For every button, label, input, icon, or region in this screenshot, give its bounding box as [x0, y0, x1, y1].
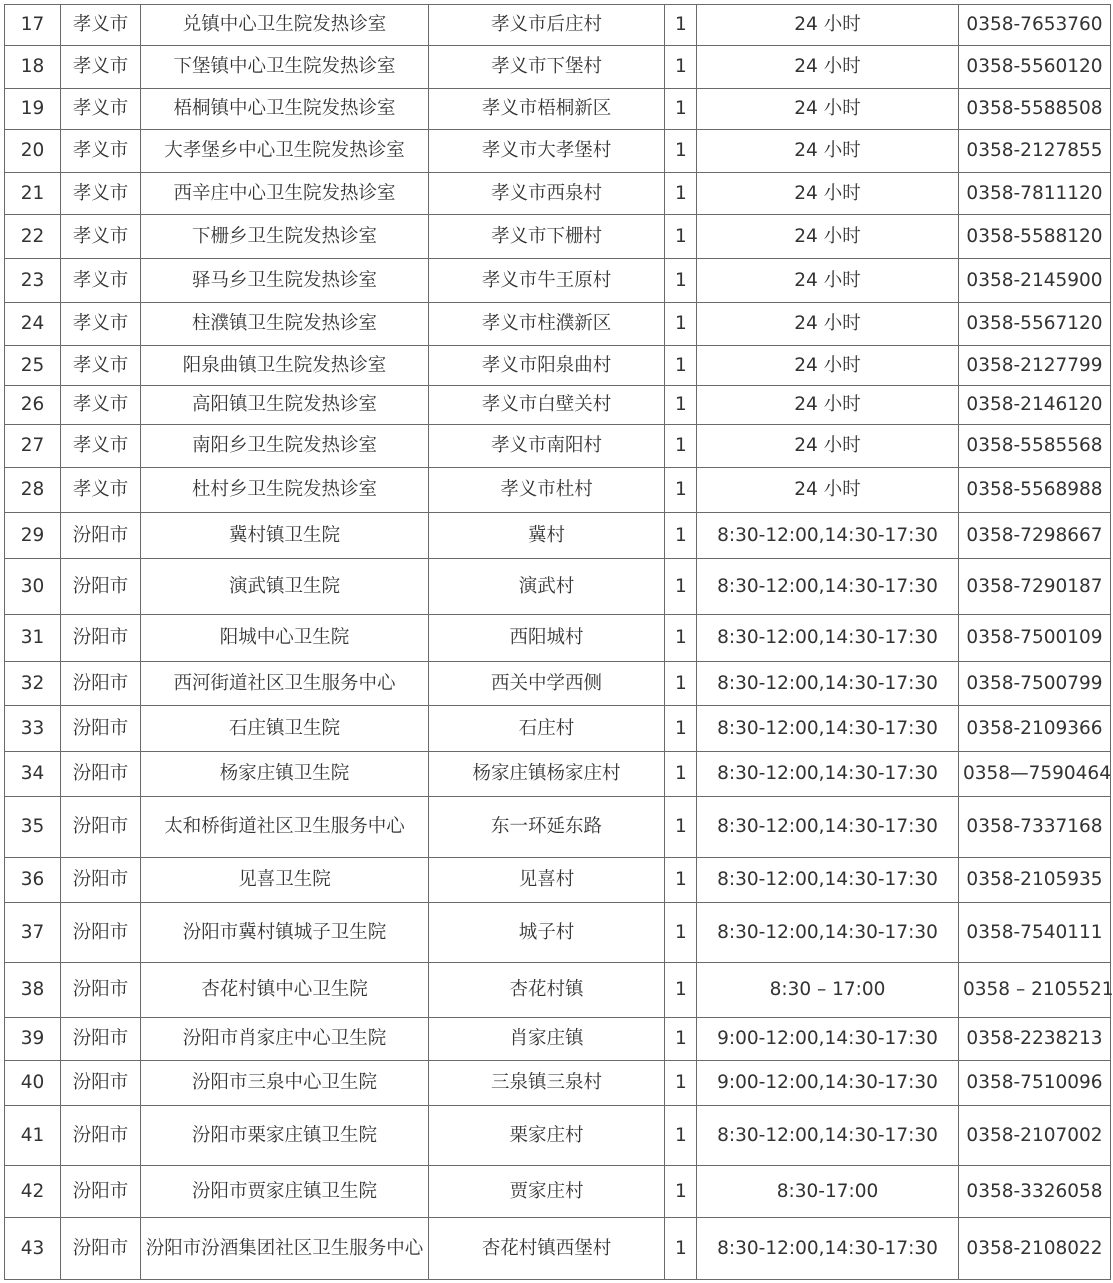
cell-city: 孝义市 — [61, 173, 141, 215]
cell-no: 28 — [5, 468, 61, 513]
cell-count: 1 — [665, 513, 697, 559]
cell-city: 孝义市 — [61, 386, 141, 425]
cell-address: 见喜村 — [429, 858, 665, 903]
cell-no: 32 — [5, 662, 61, 706]
cell-city: 汾阳市 — [61, 662, 141, 706]
cell-count: 1 — [665, 303, 697, 346]
cell-hours: 8:30-12:00,14:30-17:30 — [697, 797, 959, 858]
cell-phone: 0358-7500799 — [959, 662, 1111, 706]
cell-phone: 0358—7590464 — [959, 752, 1111, 797]
cell-no: 41 — [5, 1106, 61, 1166]
cell-city: 汾阳市 — [61, 1018, 141, 1061]
cell-name: 汾阳市冀村镇城子卫生院 — [141, 903, 429, 963]
cell-name: 见喜卫生院 — [141, 858, 429, 903]
cell-phone: 0358 – 2105521 — [959, 963, 1111, 1018]
table-row — [5, 5, 1111, 46]
cell-city: 汾阳市 — [61, 752, 141, 797]
cell-count: 1 — [665, 259, 697, 303]
cell-city: 汾阳市 — [61, 858, 141, 903]
cell-count: 1 — [665, 797, 697, 858]
table-row — [5, 89, 1111, 130]
cell-name: 梧桐镇中心卫生院发热诊室 — [141, 89, 429, 130]
cell-hours: 24 小时 — [697, 89, 959, 130]
table-row — [5, 1061, 1111, 1106]
cell-address: 孝义市杜村 — [429, 468, 665, 513]
cell-name: 杜村乡卫生院发热诊室 — [141, 468, 429, 513]
cell-phone: 0358-7500109 — [959, 615, 1111, 662]
cell-name: 汾阳市汾酒集团社区卫生服务中心 — [141, 1218, 429, 1280]
cell-address: 杏花村镇西堡村 — [429, 1218, 665, 1280]
clinic-table-body — [5, 5, 1111, 1280]
table-row — [5, 1106, 1111, 1166]
cell-no: 23 — [5, 259, 61, 303]
cell-address: 杏花村镇 — [429, 963, 665, 1018]
cell-no: 33 — [5, 706, 61, 752]
table-row — [5, 903, 1111, 963]
cell-city: 孝义市 — [61, 5, 141, 46]
cell-phone: 0358-5560120 — [959, 46, 1111, 89]
cell-phone: 0358-7811120 — [959, 173, 1111, 215]
cell-count: 1 — [665, 1218, 697, 1280]
cell-address: 西阳城村 — [429, 615, 665, 662]
cell-hours: 8:30-12:00,14:30-17:30 — [697, 615, 959, 662]
cell-hours: 24 小时 — [697, 5, 959, 46]
cell-phone: 0358-5568988 — [959, 468, 1111, 513]
cell-hours: 24 小时 — [697, 303, 959, 346]
cell-hours: 24 小时 — [697, 130, 959, 173]
cell-address: 栗家庄村 — [429, 1106, 665, 1166]
table-row — [5, 173, 1111, 215]
cell-address: 肖家庄镇 — [429, 1018, 665, 1061]
cell-count: 1 — [665, 1018, 697, 1061]
cell-phone: 0358-2105935 — [959, 858, 1111, 903]
cell-hours: 8:30-12:00,14:30-17:30 — [697, 559, 959, 615]
cell-name: 汾阳市三泉中心卫生院 — [141, 1061, 429, 1106]
table-row — [5, 752, 1111, 797]
cell-address: 三泉镇三泉村 — [429, 1061, 665, 1106]
cell-name: 西辛庄中心卫生院发热诊室 — [141, 173, 429, 215]
cell-city: 汾阳市 — [61, 797, 141, 858]
cell-city: 汾阳市 — [61, 513, 141, 559]
cell-city: 汾阳市 — [61, 1061, 141, 1106]
cell-no: 31 — [5, 615, 61, 662]
cell-no: 24 — [5, 303, 61, 346]
cell-address: 杨家庄镇杨家庄村 — [429, 752, 665, 797]
cell-city: 孝义市 — [61, 303, 141, 346]
cell-name: 冀村镇卫生院 — [141, 513, 429, 559]
table-row — [5, 559, 1111, 615]
cell-hours: 24 小时 — [697, 468, 959, 513]
cell-address: 城子村 — [429, 903, 665, 963]
cell-count: 1 — [665, 215, 697, 259]
cell-hours: 8:30-12:00,14:30-17:30 — [697, 706, 959, 752]
cell-count: 1 — [665, 46, 697, 89]
cell-city: 孝义市 — [61, 346, 141, 386]
cell-name: 杏花村镇中心卫生院 — [141, 963, 429, 1018]
cell-city: 孝义市 — [61, 425, 141, 468]
cell-name: 南阳乡卫生院发热诊室 — [141, 425, 429, 468]
cell-count: 1 — [665, 89, 697, 130]
cell-phone: 0358-2127799 — [959, 346, 1111, 386]
cell-hours: 8:30-17:00 — [697, 1166, 959, 1218]
cell-address: 石庄村 — [429, 706, 665, 752]
table-row — [5, 858, 1111, 903]
cell-no: 36 — [5, 858, 61, 903]
cell-address: 孝义市白壁关村 — [429, 386, 665, 425]
cell-count: 1 — [665, 615, 697, 662]
cell-phone: 0358-7290187 — [959, 559, 1111, 615]
cell-count: 1 — [665, 173, 697, 215]
table-row — [5, 259, 1111, 303]
cell-name: 下栅乡卫生院发热诊室 — [141, 215, 429, 259]
cell-hours: 8:30-12:00,14:30-17:30 — [697, 858, 959, 903]
cell-count: 1 — [665, 706, 697, 752]
cell-hours: 8:30-12:00,14:30-17:30 — [697, 903, 959, 963]
cell-city: 汾阳市 — [61, 1218, 141, 1280]
cell-count: 1 — [665, 425, 697, 468]
cell-name: 下堡镇中心卫生院发热诊室 — [141, 46, 429, 89]
cell-hours: 8:30 – 17:00 — [697, 963, 959, 1018]
table-row — [5, 797, 1111, 858]
cell-address: 孝义市梧桐新区 — [429, 89, 665, 130]
table-row — [5, 425, 1111, 468]
cell-hours: 24 小时 — [697, 46, 959, 89]
cell-phone: 0358-2145900 — [959, 259, 1111, 303]
cell-phone: 0358-3326058 — [959, 1166, 1111, 1218]
cell-count: 1 — [665, 752, 697, 797]
cell-count: 1 — [665, 963, 697, 1018]
cell-address: 孝义市南阳村 — [429, 425, 665, 468]
cell-address: 孝义市下堡村 — [429, 46, 665, 89]
cell-address: 孝义市阳泉曲村 — [429, 346, 665, 386]
cell-hours: 9:00-12:00,14:30-17:30 — [697, 1018, 959, 1061]
cell-count: 1 — [665, 468, 697, 513]
cell-city: 孝义市 — [61, 259, 141, 303]
clinic-table — [4, 4, 1111, 1280]
cell-name: 汾阳市贾家庄镇卫生院 — [141, 1166, 429, 1218]
cell-hours: 24 小时 — [697, 425, 959, 468]
table-row — [5, 46, 1111, 89]
cell-no: 20 — [5, 130, 61, 173]
cell-name: 高阳镇卫生院发热诊室 — [141, 386, 429, 425]
cell-address: 孝义市大孝堡村 — [429, 130, 665, 173]
cell-no: 19 — [5, 89, 61, 130]
cell-hours: 8:30-12:00,14:30-17:30 — [697, 662, 959, 706]
cell-count: 1 — [665, 1106, 697, 1166]
cell-address: 孝义市西泉村 — [429, 173, 665, 215]
cell-no: 29 — [5, 513, 61, 559]
cell-hours: 8:30-12:00,14:30-17:30 — [697, 1218, 959, 1280]
cell-city: 孝义市 — [61, 46, 141, 89]
cell-no: 40 — [5, 1061, 61, 1106]
cell-city: 汾阳市 — [61, 615, 141, 662]
cell-name: 汾阳市栗家庄镇卫生院 — [141, 1106, 429, 1166]
cell-city: 汾阳市 — [61, 559, 141, 615]
cell-no: 22 — [5, 215, 61, 259]
cell-no: 26 — [5, 386, 61, 425]
cell-phone: 0358-5588508 — [959, 89, 1111, 130]
cell-count: 1 — [665, 559, 697, 615]
cell-no: 17 — [5, 5, 61, 46]
cell-address: 东一环延东路 — [429, 797, 665, 858]
cell-phone: 0358-2146120 — [959, 386, 1111, 425]
cell-phone: 0358-2127855 — [959, 130, 1111, 173]
cell-address: 演武村 — [429, 559, 665, 615]
cell-phone: 0358-7510096 — [959, 1061, 1111, 1106]
cell-no: 30 — [5, 559, 61, 615]
cell-city: 汾阳市 — [61, 1106, 141, 1166]
cell-phone: 0358-2107002 — [959, 1106, 1111, 1166]
cell-city: 孝义市 — [61, 468, 141, 513]
cell-count: 1 — [665, 903, 697, 963]
cell-phone: 0358-7540111 — [959, 903, 1111, 963]
cell-city: 汾阳市 — [61, 903, 141, 963]
cell-address: 孝义市牛王原村 — [429, 259, 665, 303]
cell-hours: 8:30-12:00,14:30-17:30 — [697, 1106, 959, 1166]
cell-name: 西河街道社区卫生服务中心 — [141, 662, 429, 706]
table-row — [5, 303, 1111, 346]
cell-name: 杨家庄镇卫生院 — [141, 752, 429, 797]
cell-city: 汾阳市 — [61, 706, 141, 752]
cell-count: 1 — [665, 662, 697, 706]
cell-no: 35 — [5, 797, 61, 858]
table-row — [5, 662, 1111, 706]
cell-no: 38 — [5, 963, 61, 1018]
table-row — [5, 386, 1111, 425]
cell-name: 柱濮镇卫生院发热诊室 — [141, 303, 429, 346]
cell-address: 西关中学西侧 — [429, 662, 665, 706]
cell-name: 驿马乡卫生院发热诊室 — [141, 259, 429, 303]
cell-address: 贾家庄村 — [429, 1166, 665, 1218]
cell-hours: 24 小时 — [697, 259, 959, 303]
cell-address: 孝义市柱濮新区 — [429, 303, 665, 346]
table-row — [5, 513, 1111, 559]
cell-no: 34 — [5, 752, 61, 797]
table-row — [5, 1166, 1111, 1218]
cell-address: 孝义市下栅村 — [429, 215, 665, 259]
table-row — [5, 963, 1111, 1018]
cell-no: 27 — [5, 425, 61, 468]
cell-no: 43 — [5, 1218, 61, 1280]
cell-name: 汾阳市肖家庄中心卫生院 — [141, 1018, 429, 1061]
cell-name: 兑镇中心卫生院发热诊室 — [141, 5, 429, 46]
cell-city: 汾阳市 — [61, 963, 141, 1018]
table-row — [5, 130, 1111, 173]
cell-name: 阳城中心卫生院 — [141, 615, 429, 662]
cell-count: 1 — [665, 1061, 697, 1106]
table-row — [5, 346, 1111, 386]
cell-no: 18 — [5, 46, 61, 89]
cell-phone: 0358-5588120 — [959, 215, 1111, 259]
cell-count: 1 — [665, 346, 697, 386]
cell-no: 42 — [5, 1166, 61, 1218]
cell-address: 冀村 — [429, 513, 665, 559]
cell-hours: 9:00-12:00,14:30-17:30 — [697, 1061, 959, 1106]
cell-hours: 24 小时 — [697, 215, 959, 259]
cell-name: 阳泉曲镇卫生院发热诊室 — [141, 346, 429, 386]
cell-city: 孝义市 — [61, 215, 141, 259]
cell-hours: 24 小时 — [697, 346, 959, 386]
cell-phone: 0358-7337168 — [959, 797, 1111, 858]
cell-name: 石庄镇卫生院 — [141, 706, 429, 752]
cell-no: 37 — [5, 903, 61, 963]
cell-count: 1 — [665, 858, 697, 903]
table-row — [5, 215, 1111, 259]
cell-no: 39 — [5, 1018, 61, 1061]
cell-hours: 8:30-12:00,14:30-17:30 — [697, 752, 959, 797]
cell-city: 汾阳市 — [61, 1166, 141, 1218]
cell-name: 太和桥街道社区卫生服务中心 — [141, 797, 429, 858]
cell-phone: 0358-2108022 — [959, 1218, 1111, 1280]
cell-address: 孝义市后庄村 — [429, 5, 665, 46]
cell-city: 孝义市 — [61, 89, 141, 130]
cell-phone: 0358-2109366 — [959, 706, 1111, 752]
cell-phone: 0358-5585568 — [959, 425, 1111, 468]
cell-phone: 0358-7298667 — [959, 513, 1111, 559]
cell-count: 1 — [665, 130, 697, 173]
cell-no: 25 — [5, 346, 61, 386]
cell-count: 1 — [665, 5, 697, 46]
cell-phone: 0358-7653760 — [959, 5, 1111, 46]
cell-hours: 24 小时 — [697, 386, 959, 425]
cell-phone: 0358-5567120 — [959, 303, 1111, 346]
cell-hours: 8:30-12:00,14:30-17:30 — [697, 513, 959, 559]
cell-no: 21 — [5, 173, 61, 215]
cell-name: 大孝堡乡中心卫生院发热诊室 — [141, 130, 429, 173]
table-row — [5, 1218, 1111, 1280]
table-row — [5, 1018, 1111, 1061]
cell-count: 1 — [665, 386, 697, 425]
cell-hours: 24 小时 — [697, 173, 959, 215]
table-row — [5, 615, 1111, 662]
cell-count: 1 — [665, 1166, 697, 1218]
cell-phone: 0358-2238213 — [959, 1018, 1111, 1061]
cell-city: 孝义市 — [61, 130, 141, 173]
table-row — [5, 468, 1111, 513]
cell-name: 演武镇卫生院 — [141, 559, 429, 615]
table-row — [5, 706, 1111, 752]
